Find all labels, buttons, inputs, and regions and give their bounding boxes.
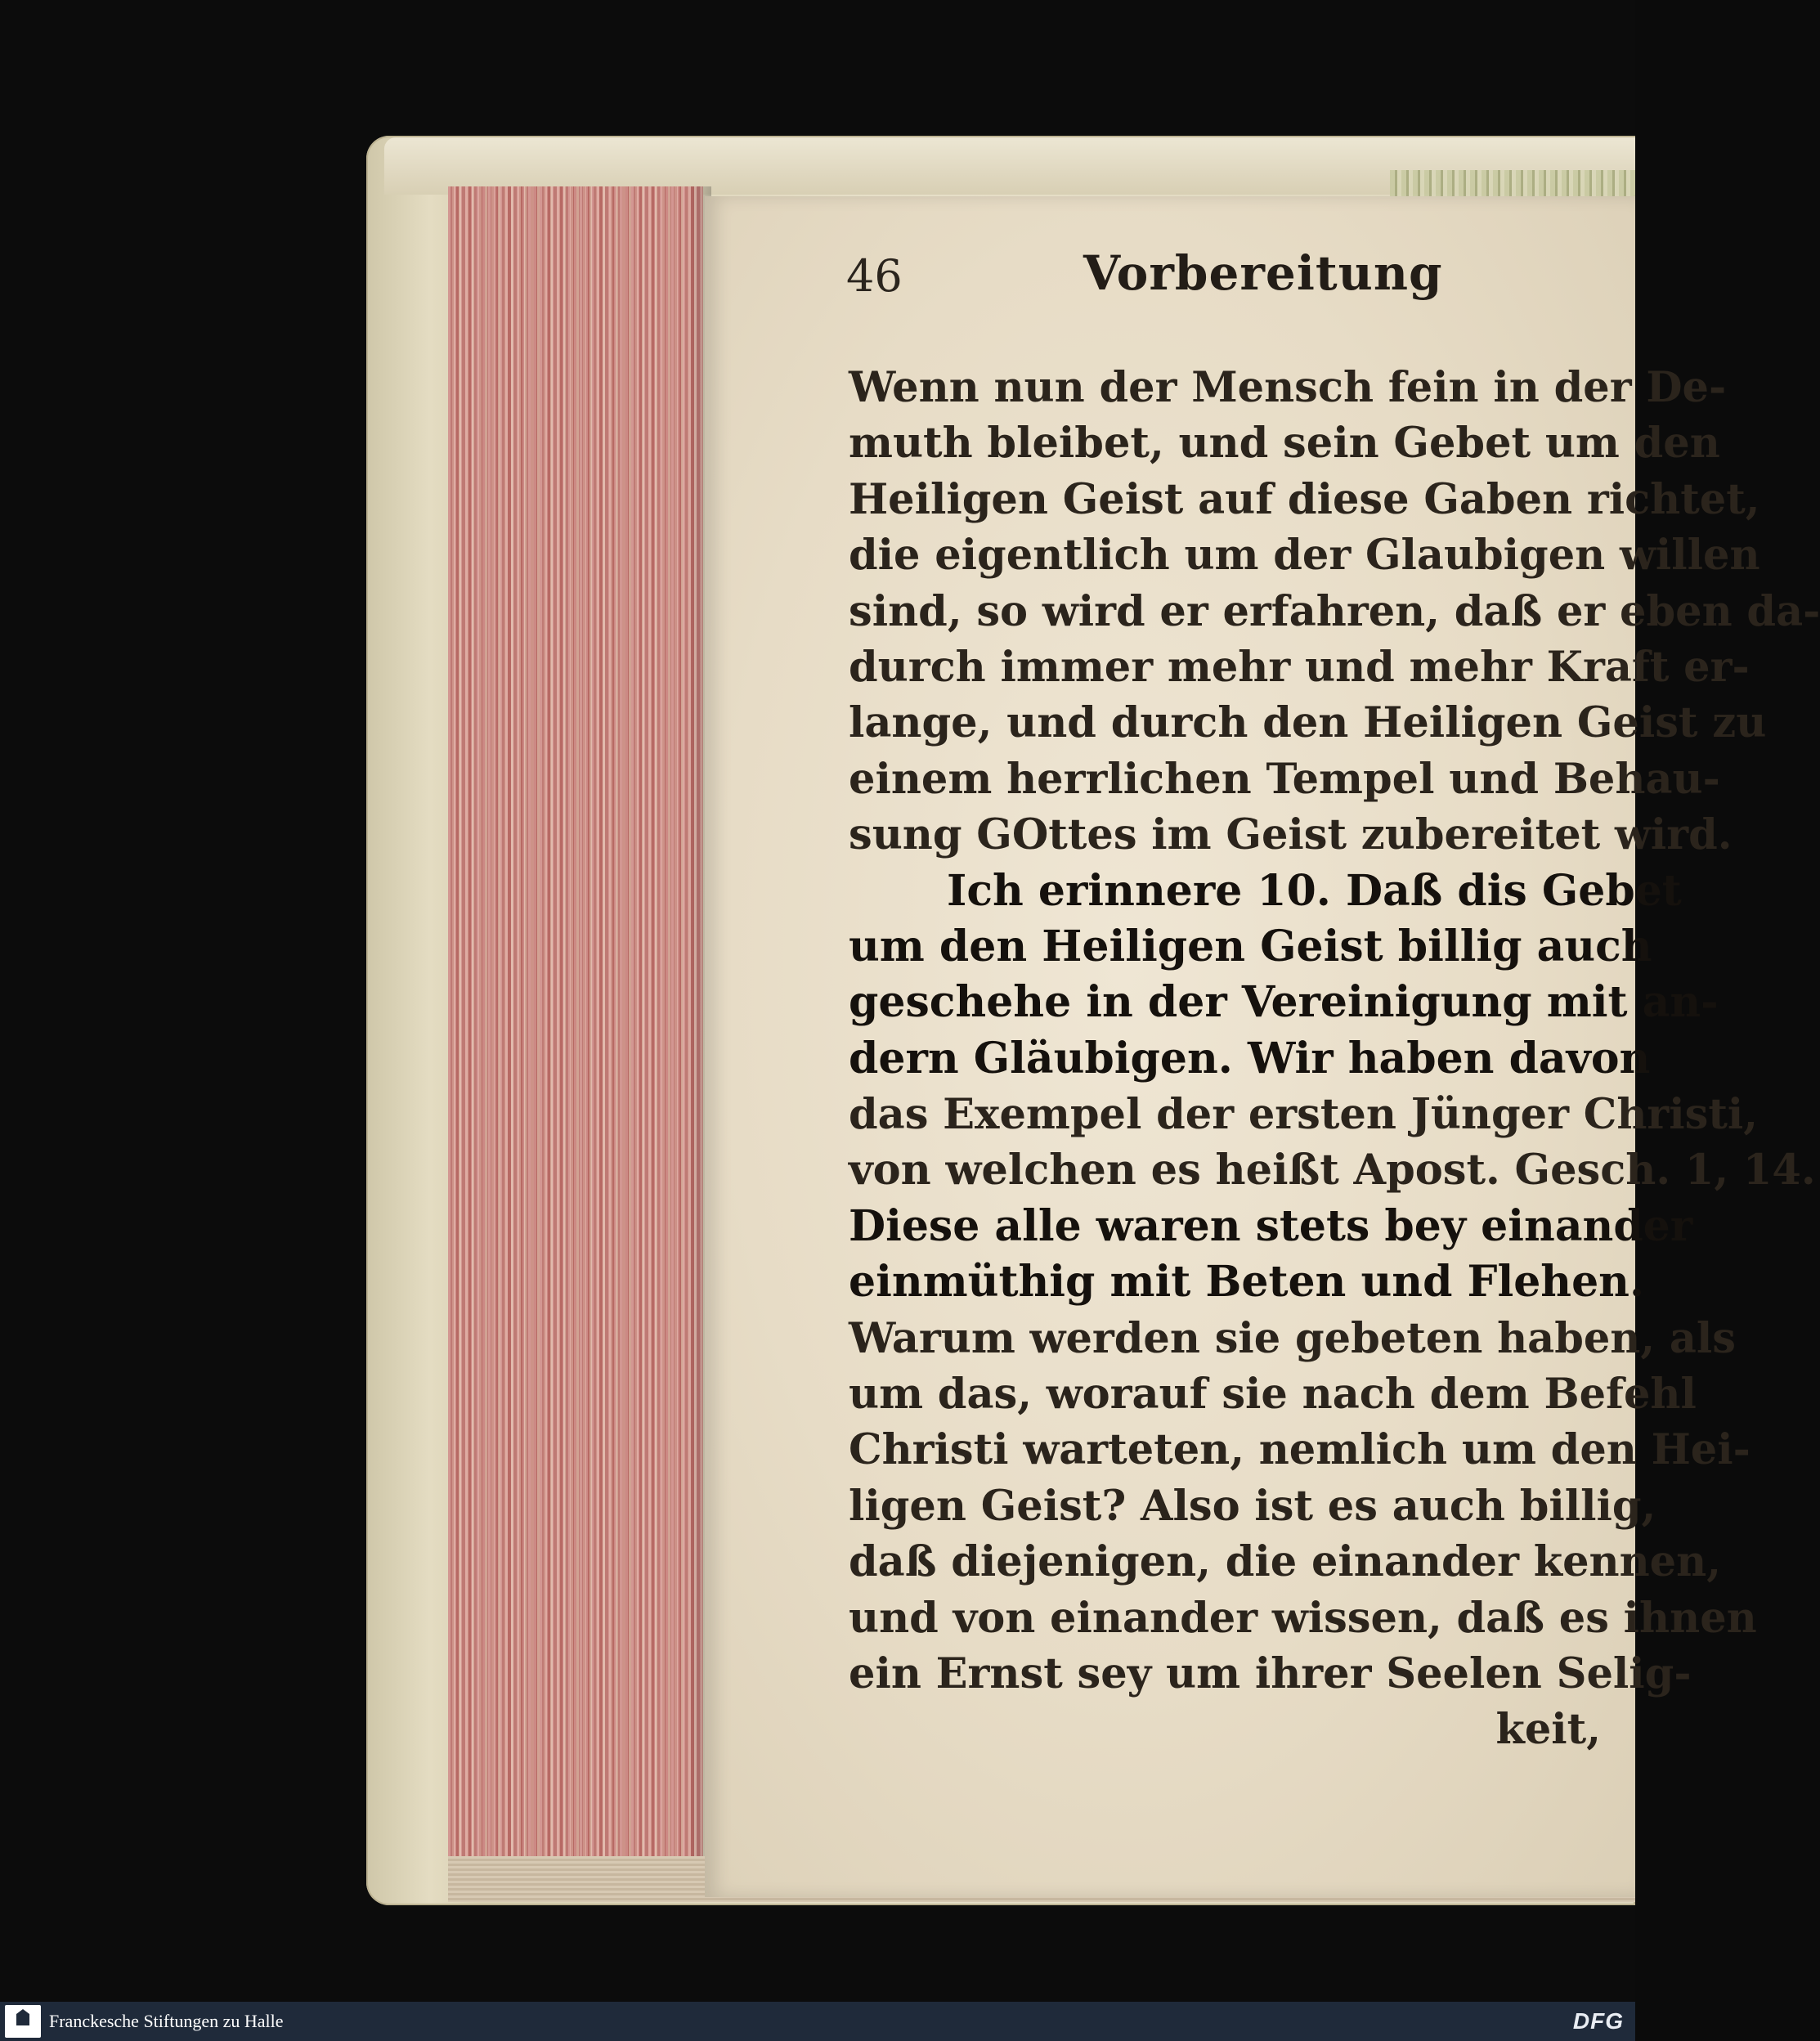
text-line: Ich erinnere 10. Daß dis Gebet: [947, 865, 1682, 916]
institution-logo-icon: [5, 2005, 41, 2038]
text-line: sung GOttes im Geist zubereitet wird.: [849, 810, 1733, 860]
text-line: ein Ernst sey um ihrer Seelen Selig-: [849, 1648, 1692, 1698]
text-line: geschehe in der Vereinigung mit an-: [849, 977, 1719, 1028]
text-line: Diese alle waren stets bey einander: [849, 1200, 1693, 1251]
page-header: [846, 245, 1500, 319]
text-line: Warum werden sie gebeten haben, als: [849, 1313, 1737, 1363]
text-line: sind, so wird er erfahren, daß er eben da-: [849, 586, 1820, 636]
text-line: lange, und durch den Heiligen Geist zu: [849, 698, 1767, 748]
text-line: Christi warteten, nemlich um den Hei-: [849, 1425, 1751, 1475]
text-line: einem herrlichen Tempel und Behau-: [849, 754, 1720, 804]
catchword: keit,: [1495, 1705, 1601, 1755]
text-line: daß diejenigen, die einander kennen,: [849, 1537, 1721, 1587]
footer-bar: [0, 2002, 1635, 2041]
text-line: durch immer mehr und mehr Kraft er-: [849, 642, 1750, 692]
body-text: [849, 360, 1820, 1758]
text-line: um das, worauf sie nach dem Befehl: [849, 1370, 1697, 1420]
text-line: um den Heiligen Geist billig auch: [849, 921, 1652, 971]
text-line: und von einander wissen, daß es ihnen: [849, 1593, 1757, 1643]
text-line: dern Gläubigen. Wir haben davon: [849, 1033, 1651, 1083]
text-line: von welchen es heißt Apost. Gesch. 1, 14.: [849, 1146, 1816, 1195]
text-line: muth bleibet, und sein Gebet um den: [849, 419, 1720, 469]
text-line: die eigentlich um der Glaubigen willen: [849, 531, 1760, 581]
dfg-logo: DFG: [1572, 2008, 1624, 2034]
text-line: das Exempel der ersten Jünger Christi,: [849, 1090, 1759, 1140]
running-title: Vorbereitung: [1083, 245, 1443, 301]
page-number: 46: [846, 250, 903, 302]
text-line: ligen Geist? Also ist es auch billig,: [849, 1481, 1656, 1531]
red-sprinkled-page-edge: [448, 186, 703, 1863]
text-line: Heiligen Geist auf diese Gaben richtet,: [849, 474, 1760, 524]
text-line: einmüthig mit Beten und Flehen.: [849, 1257, 1645, 1308]
footer-institution[interactable]: Franckesche Stiftungen zu Halle: [49, 2011, 284, 2031]
text-line: Wenn nun der Mensch fein in der De-: [849, 363, 1727, 412]
